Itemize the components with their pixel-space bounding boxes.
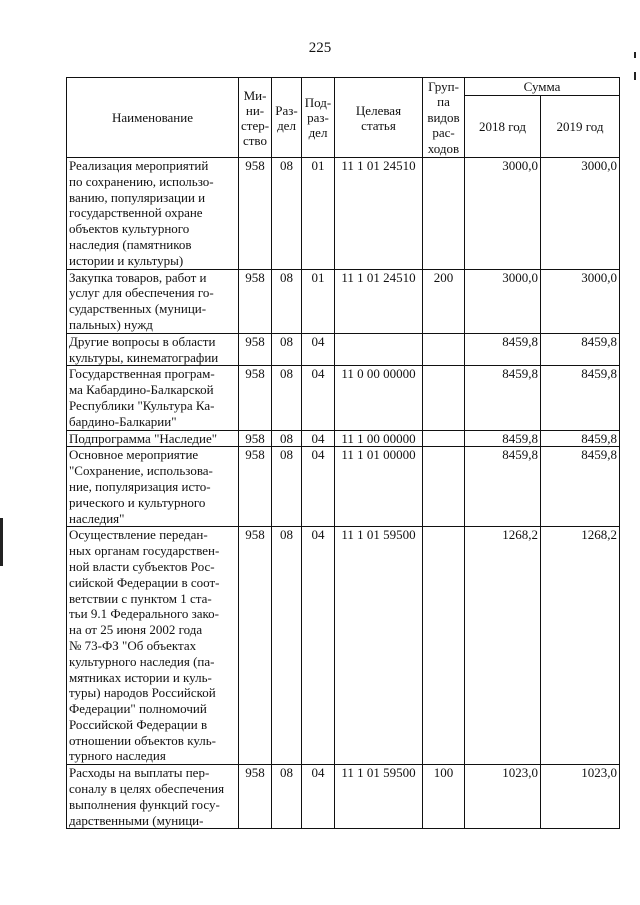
header-year-2018: 2018 год [465,96,541,158]
cell-subsection: 04 [302,447,335,527]
table-row [67,765,620,829]
cell-ministry: 958 [239,333,272,366]
cell-subsection: 01 [302,269,335,333]
cell-2019: 8459,8 [541,447,620,527]
cell-section: 08 [272,765,302,829]
cell-2019: 1023,0 [541,765,620,829]
cell-ministry: 958 [239,765,272,829]
cell-2018: 3000,0 [465,158,541,270]
cell-target: 11 1 01 24510 [335,158,423,270]
cell-target [335,333,423,366]
cell-2018: 3000,0 [465,269,541,333]
budget-table [66,77,620,829]
cell-section: 08 [272,447,302,527]
cell-subsection: 01 [302,158,335,270]
cell-group [423,527,465,765]
scan-edge-mark [0,518,3,566]
cell-2018: 8459,8 [465,366,541,430]
cell-target: 11 1 01 00000 [335,447,423,527]
table-row [67,269,620,333]
cell-2018: 8459,8 [465,447,541,527]
table-row [67,527,620,765]
cell-target: 11 0 00 00000 [335,366,423,430]
header-section: Раз- дел [272,78,302,158]
table-row [67,333,620,366]
cell-ministry: 958 [239,527,272,765]
cell-2019: 8459,8 [541,333,620,366]
table-row [67,158,620,270]
cell-subsection: 04 [302,527,335,765]
cell-2018: 8459,8 [465,430,541,447]
cell-group: 100 [423,765,465,829]
cell-ministry: 958 [239,430,272,447]
cell-section: 08 [272,430,302,447]
cell-2018: 1268,2 [465,527,541,765]
cell-name: Закупка товаров, работ и услуг для обеспечения го- сударственных (муници- пальных) нужд [67,269,239,333]
cell-target: 11 1 01 59500 [335,527,423,765]
cell-group [423,158,465,270]
table-row [67,366,620,430]
table-row [67,447,620,527]
cell-subsection: 04 [302,333,335,366]
cell-group [423,447,465,527]
header-group: Груп- па видов рас- ходов [423,78,465,158]
cell-ministry: 958 [239,269,272,333]
cell-group [423,430,465,447]
cell-section: 08 [272,333,302,366]
table-row [67,430,620,447]
cell-subsection: 04 [302,366,335,430]
cell-name: Другие вопросы в области культуры, кинематографии [67,333,239,366]
header-target: Целевая статья [335,78,423,158]
cell-group: 200 [423,269,465,333]
cell-name: Расходы на выплаты пер- соналу в целях обеспечения выполнения функций госу- дарственными (муници- [67,765,239,829]
cell-2019: 3000,0 [541,158,620,270]
cell-2019: 8459,8 [541,366,620,430]
cell-section: 08 [272,527,302,765]
cell-ministry: 958 [239,366,272,430]
cell-name: Подпрограмма "Наследие" [67,430,239,447]
cell-2018: 8459,8 [465,333,541,366]
cell-section: 08 [272,366,302,430]
cell-name: Государственная програм- ма Кабардино-Балкарской Республики "Культура Ка- бардино-Балкарии" [67,366,239,430]
cell-2019: 1268,2 [541,527,620,765]
cell-target: 11 1 01 59500 [335,765,423,829]
cell-target: 11 1 01 24510 [335,269,423,333]
page-number: 225 [308,40,332,56]
cell-2019: 8459,8 [541,430,620,447]
cell-target: 11 1 00 00000 [335,430,423,447]
cell-2018: 1023,0 [465,765,541,829]
cell-section: 08 [272,158,302,270]
cell-2019: 3000,0 [541,269,620,333]
header-sum: Сумма [465,78,620,96]
cell-subsection: 04 [302,430,335,447]
scan-edge-dot [634,52,636,58]
header-year-2019: 2019 год [541,96,620,158]
cell-name: Основное мероприятие "Сохранение, использова- ние, популяризация исто- рического и культурного наследия" [67,447,239,527]
header-name: Наименование [67,78,239,158]
cell-ministry: 958 [239,447,272,527]
header-subsection: Под- раз- дел [302,78,335,158]
cell-group [423,333,465,366]
cell-section: 08 [272,269,302,333]
cell-group [423,366,465,430]
scan-edge-dot [634,72,636,80]
header-ministry: Ми- ни- стер- ство [239,78,272,158]
cell-subsection: 04 [302,765,335,829]
cell-name: Реализация мероприятий по сохранению, использо- ванию, популяризации и государственной охране объектов культурного наследия (памятников истории и культуры) [67,158,239,270]
cell-ministry: 958 [239,158,272,270]
cell-name: Осуществление передан- ных органам государствен- ной власти субъектов Рос- сийской Федерации в соот- ветствии с пунктом 1 ста- тьи 9.1 Федерального зако- на от 25 июня 2002 года № 73-ФЗ "Об объектах культурного наследия (па- мятниках истории и куль- туры) народов Российской Федерации" полномочий Российской Федерации в отношении объектов куль- турного наследия [67,527,239,765]
